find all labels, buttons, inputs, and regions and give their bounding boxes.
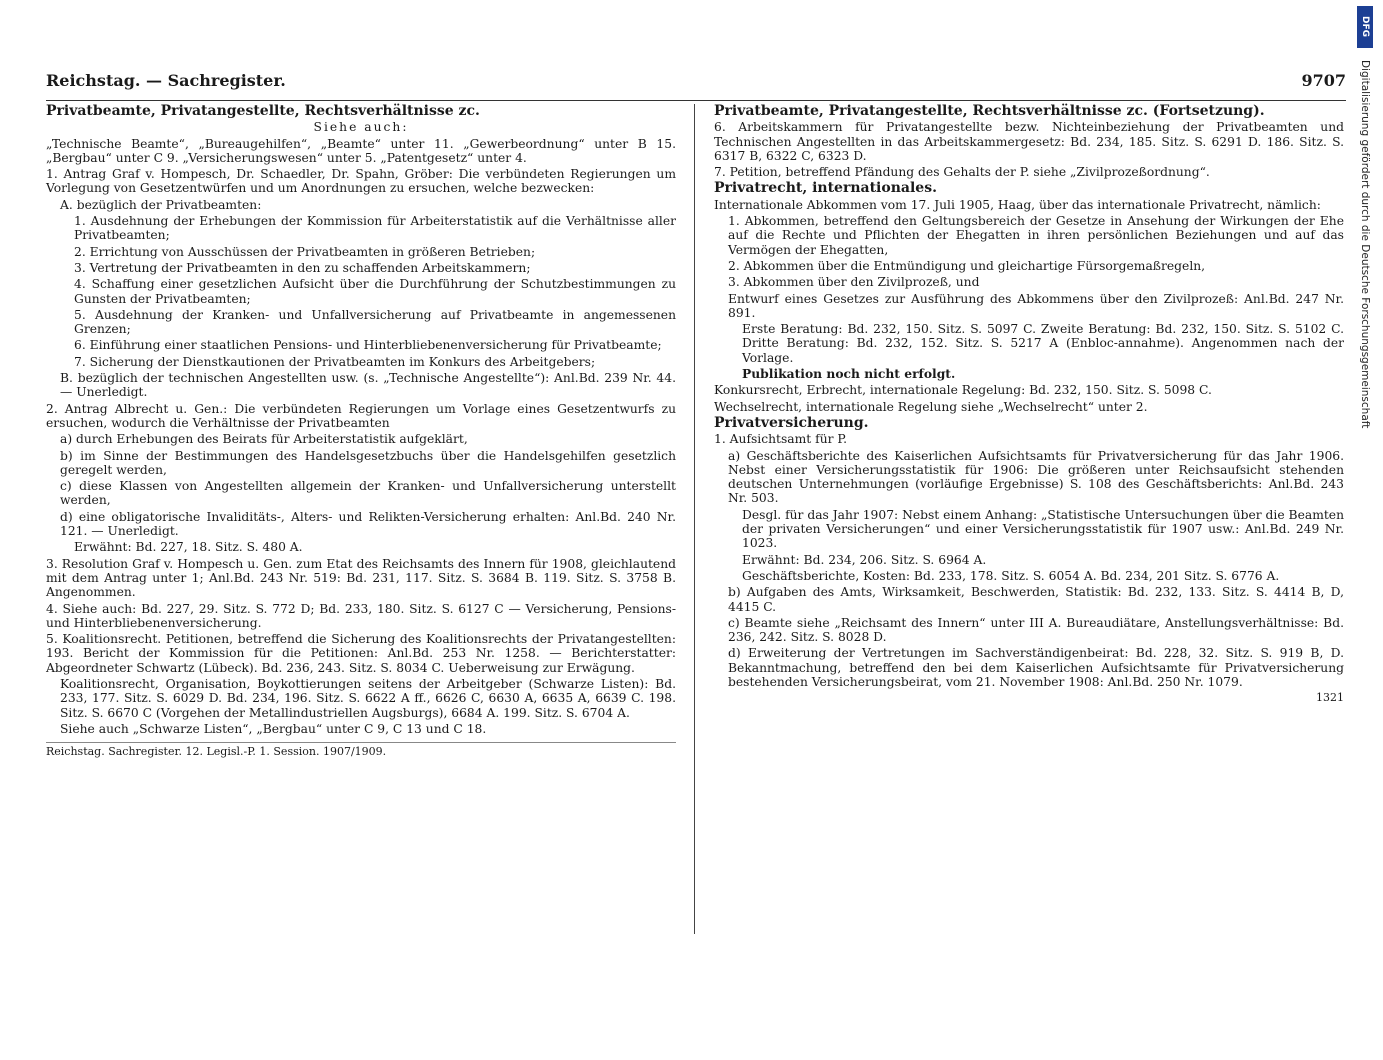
- privatrecht-konkursrecht: Konkursrecht, Erbrecht, internationale Regelung: Bd. 232, 150. Sitz. S. 5098 C.: [714, 383, 1212, 398]
- entry-1-a4: 4. Schaffung einer gesetzlichen Aufsicht über die Durchführung der Schutzbestimmungen zu Gunsten der Privatbeamten;: [74, 277, 676, 306]
- entry-2-a: a) durch Erhebungen des Beirats für Arbeiterstatistik aufgeklärt,: [60, 432, 468, 447]
- digitization-credit: Digitalisierung gefördert durch die Deutsche Forschungsgemeinschaft: [1359, 60, 1371, 429]
- page-footer-number: 1321: [1316, 691, 1344, 705]
- entry-1-b: B. bezüglich der technischen Angestellten usw. (s. „Technische Angestellte“): Anl.Bd. 239 Nr. 44. — Unerledigt.: [60, 371, 676, 400]
- privatrecht-wechselrecht: Wechselrecht, internationale Regelung siehe „Wechselrecht“ unter 2.: [714, 399, 1148, 414]
- section-title-privatrecht: Privatrecht, internationales.: [714, 180, 937, 197]
- page-footer-left: Reichstag. Sachregister. 12. Legisl.-P. 1. Session. 1907/1909.: [46, 742, 676, 759]
- entry-2-c: c) diese Klassen von Angestellten allgemein der Kranken- und Unfallversicherung unterstellt werden,: [60, 479, 676, 508]
- page-content: [46, 60, 1346, 940]
- pv-entry-1d: d) Erweiterung der Vertretungen im Sachverständigenbeirat: Bd. 228, 32. Sitz. S. 919 B, D. Bekanntmachung, betreffend den bei dem Kaiserlichen Aufsichtsamte für Privatversicherung bestehenden Versicherungsbeirat, vom 21. November 1908: Anl.Bd. 250 Nr. 1079.: [728, 646, 1344, 689]
- section-title-continued: Privatbeamte, Privatangestellte, Rechtsverhältnisse zc. (Fortsetzung).: [714, 103, 1265, 119]
- section-title-privatbeamte: Privatbeamte, Privatangestellte, Rechtsverhältnisse zc.: [46, 103, 480, 119]
- privatrecht-publikation: Publikation noch nicht erfolgt.: [742, 366, 956, 382]
- rotated-page: [46, 60, 1346, 940]
- section-title-privatversicherung: Privatversicherung.: [714, 414, 869, 431]
- privatrecht-item-1: 1. Abkommen, betreffend den Geltungsbereich der Gesetze in Ansehung der Wirkungen der Ehe auf die Rechte und Pflichten der Ehegatten in ihren persönlichen Beziehungen und auf das Vermögen der Ehegatten,: [728, 214, 1344, 257]
- entry-5-c: Siehe auch „Schwarze Listen“, „Bergbau“ unter C 9, C 13 und C 18.: [60, 721, 487, 736]
- running-head-title: Reichstag. — Sachregister.: [46, 70, 286, 90]
- entry-3: 3. Resolution Graf v. Hompesch u. Gen. zum Etat des Reichsamts des Innern für 1908, gleichlautend mit dem Antrag unter 1; Anl.Bd. 243 Nr. 519: Bd. 231, 117. Sitz. S. 3684 B. 119. Sitz. S. 3758 B. Angenommen.: [46, 556, 676, 600]
- entry-4: 4. Siehe auch: Bd. 227, 29. Sitz. S. 772 D; Bd. 233, 180. Sitz. S. 6127 C — Versicherung, Pensions- und Hinterbliebenenversicherung.: [46, 601, 676, 630]
- right-column: [714, 104, 1344, 706]
- page-number: 9707: [1301, 70, 1346, 90]
- entry-5: 5. Koalitionsrecht. Petitionen, betreffend die Sicherung des Koalitionsrechts der Privatangestellten: 193. Bericht der Kommission für die Petitionen: Anl.Bd. 253 Nr. 1258. — Berichterstatter: Abgeordneter Schwartz (Lübeck). Bd. 236, 243. Sitz. S. 8034 C. Ueberweisung zur Erwägung.: [46, 632, 676, 675]
- pv-entry-1a-mention: Erwähnt: Bd. 234, 206. Sitz. S. 6964 A.: [742, 552, 987, 567]
- column-divider: [694, 104, 695, 934]
- entry-5-b: Koalitionsrecht, Organisation, Boykottierungen seitens der Arbeitgeber (Schwarze Listen): Bd. 233, 177. Sitz. S. 6029 D. Bd. 234, 196. Sitz. S. 6622 A ff., 6626 C, 6630 A, 6635 A, 6639 C. 198. Sitz. S. 6670 C (Vorgehen der Metallindustriellen Augsburgs), 6684 A. 199. Sitz. S. 6704 A.: [60, 676, 676, 720]
- running-head: [46, 60, 1346, 101]
- left-column: [46, 104, 676, 759]
- pv-entry-1b: b) Aufgaben des Amts, Wirksamkeit, Beschwerden, Statistik: Bd. 232, 133. Sitz. S. 4414 B, D, 4415 C.: [728, 585, 1344, 614]
- entry-1-a7: 7. Sicherung der Dienstkautionen der Privatbeamten im Konkurs des Arbeitgebers;: [74, 354, 596, 369]
- entry-1: 1. Antrag Graf v. Hompesch, Dr. Schaedler, Dr. Spahn, Gröber: Die verbündeten Regierungen um Vorlegung von Gesetzentwürfen und um Anordnungen zu ersuchen, welche bezwecken:: [46, 167, 676, 196]
- entry-1-a1: 1. Ausdehnung der Erhebungen der Kommission für Arbeiterstatistik auf die Verhältnisse aller Privatbeamten;: [74, 214, 676, 243]
- digitization-sidebar: [1352, 0, 1378, 1000]
- privatrecht-intro: Internationale Abkommen vom 17. Juli 1905, Haag, über das internationale Privatrecht, nämlich:: [714, 197, 1321, 212]
- see-also-refs: „Technische Beamte“, „Bureaugehilfen“, „Beamte“ unter 11. „Gewerbeordnung“ unter B 15. „Bergbau“ unter C 9. „Versicherungswesen“ unter 5. „Patentgesetz“ unter 4.: [46, 136, 676, 165]
- pv-entry-1: 1. Aufsichtsamt für P.: [714, 432, 848, 447]
- entry-7: 7. Petition, betreffend Pfändung des Gehalts der P. siehe „Zivilprozeßordnung“.: [714, 165, 1210, 180]
- entry-1-a: A. bezüglich der Privatbeamten:: [60, 197, 262, 212]
- privatrecht-entwurf: Entwurf eines Gesetzes zur Ausführung des Abkommens über den Zivilprozeß: Anl.Bd. 247 Nr. 891.: [728, 291, 1344, 320]
- entry-6: 6. Arbeitskammern für Privatangestellte bezw. Nichteinbeziehung der Privatbeamten und Technischen Angestellten in das Arbeitskammergesetz: Bd. 234, 185. Sitz. S. 6291 D. 186. Sitz. S. 6317 B, 6322 C, 6323 D.: [714, 120, 1344, 163]
- privatrecht-beratung: Erste Beratung: Bd. 232, 150. Sitz. S. 5097 C. Zweite Beratung: Bd. 232, 150. Sitz. S. 5102 C. Dritte Beratung: Bd. 232, 152. Sitz. S. 5217 A (Enbloc-annahme). Angenommen nach der Vorlage.: [742, 322, 1344, 365]
- privatrecht-item-3: 3. Abkommen über den Zivilprozeß, und: [728, 275, 980, 290]
- pv-entry-1a-1907: Desgl. für das Jahr 1907: Nebst einem Anhang: „Statistische Untersuchungen über die Beamten der privaten Versicherungen“ und einer Versicherungsstatistik für 1907 usw.: Anl.Bd. 249 Nr. 1023.: [742, 507, 1344, 551]
- entry-1-a3: 3. Vertretung der Privatbeamten in den zu schaffenden Arbeitskammern;: [74, 260, 531, 275]
- entry-2-d: d) eine obligatorische Invaliditäts-, Alters- und Relikten-Versicherung erhalten: Anl.Bd. 240 Nr. 121. — Unerledigt.: [60, 509, 676, 539]
- see-also-label: Siehe auch:: [313, 120, 409, 135]
- dfg-logo: DFG: [1357, 6, 1373, 48]
- pv-entry-1a: a) Geschäftsberichte des Kaiserlichen Aufsichtsamts für Privatversicherung für das Jahr 1906. Nebst einer Versicherungsstatistik für 1906: Die größeren unter Reichsaufsicht stehenden deutschen Unternehmungen (vorläufige Ergebnisse) S. 108 des Geschäftsberichts: Anl.Bd. 243 Nr. 503.: [728, 448, 1344, 506]
- entry-1-a6: 6. Einführung einer staatlichen Pensions- und Hinterbliebenenversicherung für Privatbeamte;: [74, 338, 662, 353]
- pv-entry-1c: c) Beamte siehe „Reichsamt des Innern“ unter III A. Bureaudiätare, Anstellungsverhältnisse: Bd. 236, 242. Sitz. S. 8028 D.: [728, 615, 1344, 645]
- entry-2: 2. Antrag Albrecht u. Gen.: Die verbündeten Regierungen um Vorlage eines Gesetzentwurfs zu ersuchen, wodurch die Verhältnisse der Privatbeamten: [46, 401, 676, 430]
- entry-1-a5: 5. Ausdehnung der Kranken- und Unfallversicherung auf Privatbeamte in angemessenen Grenzen;: [74, 307, 676, 337]
- entry-2-b: b) im Sinne der Bestimmungen des Handelsgesetzbuchs über die Handelsgehilfen gesetzlich geregelt werden,: [60, 448, 676, 477]
- entry-2-mention: Erwähnt: Bd. 227, 18. Sitz. S. 480 A.: [74, 540, 303, 555]
- privatrecht-item-2: 2. Abkommen über die Entmündigung und gleichartige Fürsorgemaßregeln,: [728, 258, 1206, 273]
- pv-entry-1a-costs: Geschäftsberichte, Kosten: Bd. 233, 178. Sitz. S. 6054 A. Bd. 234, 201 Sitz. S. 6776 A.: [742, 568, 1280, 583]
- entry-1-a2: 2. Errichtung von Ausschüssen der Privatbeamten in größeren Betrieben;: [74, 244, 536, 259]
